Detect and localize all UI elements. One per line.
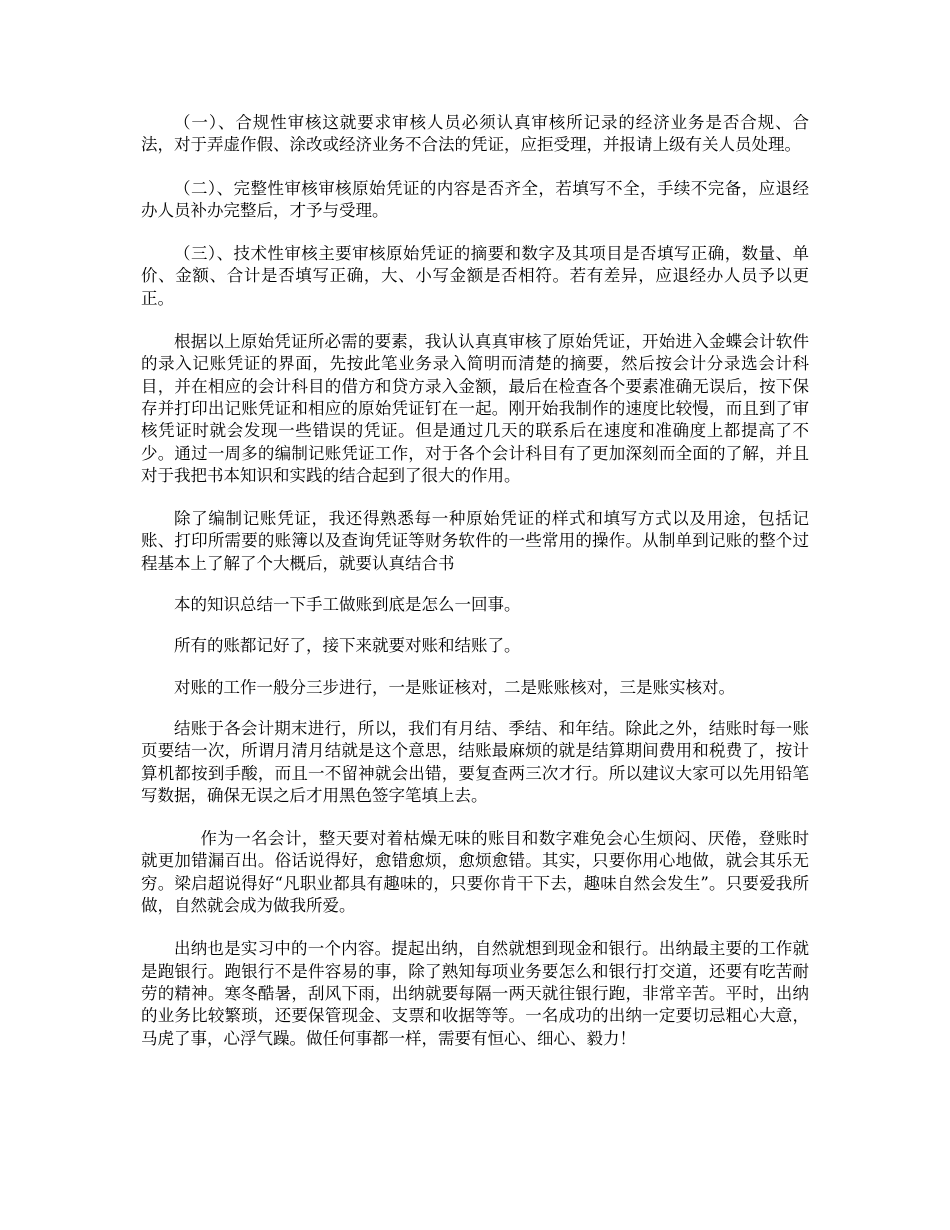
paragraph-completeness-review: （二）、完整性审核审核原始凭证的内容是否齐全，若填写不全，手续不完备，应退经办人员补办完整后，才予与受理。 <box>141 178 809 220</box>
paragraph-reconciliation-intro: 所有的账都记好了，接下来就要对账和结账了。 <box>174 636 521 656</box>
document-body <box>141 112 809 1050</box>
paragraph-technical-review: （三）、技术性审核主要审核原始凭证的摘要和数字及其项目是否填写正确，数量、单价、金额、合计是否填写正确，大、小写金额是否相符。若有差异，应退经办人员予以更正。 <box>141 244 809 308</box>
paragraph-accountant-attitude: 作为一名会计，整天要对着枯燥无味的账目和数字难免会心生烦闷、厌倦，登账时就更加错漏百出。俗话说得好，愈错愈烦，愈烦愈错。其实，只要你用心地做，就会其乐无穷。梁启超说得好“凡职业都具有趣味的，只要你肯干下去，趣味自然会发生”。只要爱我所做，自然就会成为做我所爱。 <box>141 829 809 916</box>
paragraph-compliance-review: （一）、合规性审核这就要求审核人员必须认真审核所记录的经济业务是否合规、合法，对于弄虚作假、涂改或经济业务不合法的凭证，应拒受理，并报请上级有关人员处理。 <box>141 113 809 155</box>
paragraph-manual-bookkeeping: 本的知识总结一下手工做账到底是怎么一回事。 <box>174 595 521 615</box>
paragraph-voucher-types: 除了编制记账凭证，我还得熟悉每一种原始凭证的样式和填写方式以及用途，包括记账、打印所需要的账簿以及查询凭证等财务软件的一些常用的操作。从制单到记账的整个过程基本上了解了个大概后，就要认真结合书 <box>141 509 809 573</box>
paragraph-reconciliation-steps: 对账的工作一般分三步进行，一是账证核对，二是账账核对，三是账实核对。 <box>174 677 735 697</box>
paragraph-cashier: 出纳也是实习中的一个内容。提起出纳，自然就想到现金和银行。出纳最主要的工作就是跑银行。跑银行不是件容易的事，除了熟知每项业务要怎么和银行打交道，还要有吃苦耐劳的精神。寒冬酷暑，刮风下雨，出纳就要每隔一两天就往银行跑，非常辛苦。平时，出纳的业务比较繁琐，还要保管现金、支票和收据等等。一名成功的出纳一定要切忌粗心大意，马虎了事，心浮气躁。做任何事都一样，需要有恒心、细心、毅力！ <box>141 939 809 1048</box>
paragraph-closing-accounts: 结账于各会计期末进行，所以，我们有月结、季结、和年结。除此之外，结账时每一账页要结一次，所谓月清月结就是这个意思，结账最麻烦的就是结算期间费用和税费了，按计算机都按到手酸，而且一不留神就会出错，要复查两三次才行。所以建议大家可以先用铅笔写数据，确保无误之后才用黑色签字笔填上去。 <box>141 718 809 805</box>
paragraph-voucher-entry: 根据以上原始凭证所必需的要素，我认认真真审核了原始凭证，开始进入金蝶会计软件的录入记账凭证的界面，先按此笔业务录入简明而清楚的摘要，然后按会计分录选会计科目，并在相应的会计科目的借方和贷方录入金额，最后在检查各个要素准确无误后，按下保存并打印出记账凭证和相应的原始凭证钉在一起。刚开始我制作的速度比较慢，而且到了审核凭证时就会发现一些错误的凭证。但是通过几天的联系后在速度和准确度上都提高了不少。通过一周多的编制记账凭证工作，对于各个会计科目有了更加深刻而全面的了解，并且对于我把书本知识和实践的结合起到了很大的作用。 <box>141 332 809 485</box>
